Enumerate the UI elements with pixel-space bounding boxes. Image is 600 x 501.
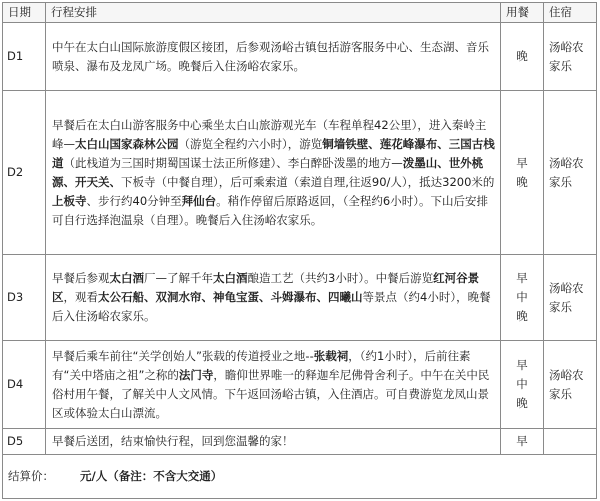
header-day: 日期 xyxy=(3,3,46,23)
meal-item: 中 xyxy=(516,290,528,304)
plan-cell xyxy=(46,91,501,255)
meal-item: 早 xyxy=(516,155,528,170)
stay-item: 家乐 xyxy=(549,299,572,314)
stay-cell xyxy=(544,255,597,341)
stay-item: 汤峪农 xyxy=(549,280,584,295)
plan-text: 早餐后乘车前往“关学创始人”张载的传道授业之地-- xyxy=(52,348,314,363)
plan-highlight: 法门寺 xyxy=(178,367,214,382)
itinerary-table xyxy=(2,2,597,499)
stay-item: 家乐 xyxy=(549,174,572,189)
plan-text: 酿造工艺（共约3小时）。中餐后游览 xyxy=(247,271,434,285)
plan-highlight: 泼墨山、世外桃源、开天关、 xyxy=(52,155,484,189)
meal-item: 晚 xyxy=(516,309,528,323)
plan-highlight: 太白酒 xyxy=(213,271,248,285)
meal-item: 中 xyxy=(516,377,528,391)
table-row xyxy=(3,341,597,429)
plan-text: 下板寺（中餐自理），后可乘索道（索道自理,往返90/人），抵达3200米的 xyxy=(121,174,495,189)
header-row xyxy=(3,3,597,23)
table-row xyxy=(3,255,597,341)
plan-highlight: 拜仙台 xyxy=(181,193,217,208)
plan-text: （游览全程约六小时），游览 xyxy=(178,136,323,151)
settlement-price: 元/人（备注：不含大交通） xyxy=(80,469,223,483)
plan-cell xyxy=(46,23,501,91)
meal-item: 早 xyxy=(516,271,528,285)
plan-text: （此栈道为三国时期蜀国谋士法正所修建）、李白醉卧泼墨的地方— xyxy=(63,155,403,170)
table-row xyxy=(3,429,597,455)
meal-item: 晚 xyxy=(516,396,528,410)
plan-cell xyxy=(46,341,501,429)
header-plan: 行程安排 xyxy=(46,3,501,23)
table-row xyxy=(3,23,597,91)
plan-cell xyxy=(46,255,501,341)
plan-text: 中午在太白山国际旅游度假区接团，后参观汤峪古镇包括游客服务中心、生态湖、音乐喷泉、瀑布及龙凤广场。晚餐后入住汤峪农家乐。 xyxy=(52,39,489,73)
plan-text: 早餐后送团，结束愉快行程，回到您温馨的家！ xyxy=(52,434,294,448)
stay-cell xyxy=(544,23,597,91)
plan-cell xyxy=(46,429,501,455)
plan-highlight: 上板寺 xyxy=(52,193,87,208)
table-row xyxy=(3,91,597,255)
meal-cell xyxy=(501,23,544,91)
plan-highlight: 太白酒 xyxy=(109,271,144,285)
day-cell: D1 xyxy=(3,23,46,91)
plan-text: ，（约1小时），后前往素有“关中塔庙之祖”之称的 xyxy=(52,348,471,382)
plan-highlight: 太白山国家森林公园 xyxy=(75,136,179,151)
day-cell: D4 xyxy=(3,341,46,429)
meal-cell xyxy=(501,429,544,455)
plan-text: 早餐后在太白山游客服务中心乘坐太白山旅游观光车（车程单程42公里），进入秦岭主峰— xyxy=(52,117,487,151)
footer-row xyxy=(3,455,597,499)
plan-highlight: 太公石船、双洞水帘、神龟宝蛋、斗姆瀑布、四曦山 xyxy=(98,290,363,304)
stay-cell xyxy=(544,91,597,255)
plan-text: 早餐后参观 xyxy=(52,271,110,285)
meal-cell xyxy=(501,255,544,341)
stay-item: 家乐 xyxy=(549,58,572,73)
day-cell: D2 xyxy=(3,91,46,255)
plan-text: 厂—了解千年 xyxy=(144,271,213,285)
meal-cell xyxy=(501,341,544,429)
stay-item: 汤峪农 xyxy=(549,155,584,170)
meal-item: 早 xyxy=(516,358,528,372)
meal-item: 早 xyxy=(516,434,528,448)
meal-cell xyxy=(501,91,544,255)
stay-item: 汤峪农 xyxy=(549,367,584,382)
settlement-label: 结算价： xyxy=(8,469,54,483)
meal-item: 晚 xyxy=(516,174,528,189)
plan-text: ，观看 xyxy=(63,290,98,304)
meal-item: 晚 xyxy=(516,49,528,63)
plan-text: ，瞻仰世界唯一的释迦牟尼佛骨舍利子。中午在关中民俗村用午餐，了解关中人文风情。下午返回汤峪古镇，入住酒店。可自费游览龙凤山景区或体验太白山漂流。 xyxy=(52,367,490,420)
day-cell: D3 xyxy=(3,255,46,341)
plan-highlight: 张载祠 xyxy=(313,348,349,363)
header-stay: 住宿 xyxy=(544,3,597,23)
day-cell: D5 xyxy=(3,429,46,455)
stay-cell xyxy=(544,429,597,455)
stay-cell xyxy=(544,341,597,429)
plan-highlight: 铜墙铁壁、莲花峰瀑布、三国古栈道 xyxy=(52,136,495,170)
footer-cell xyxy=(3,455,597,499)
plan-text: 。稍作停留后原路返回，（全程约6小时）。下山后安排可自行选择泡温泉（自理）。晚餐后入住汤峪农家乐。 xyxy=(52,193,488,227)
header-meal: 用餐 xyxy=(501,3,544,23)
plan-highlight: 红河谷景区 xyxy=(52,271,480,304)
plan-text: 等景点（约4小时），晚餐后入住汤峪农家乐。 xyxy=(52,290,491,323)
stay-item: 汤峪农 xyxy=(549,39,584,54)
stay-item: 家乐 xyxy=(549,386,572,401)
plan-text: 、步行约40分钟至 xyxy=(86,193,182,208)
